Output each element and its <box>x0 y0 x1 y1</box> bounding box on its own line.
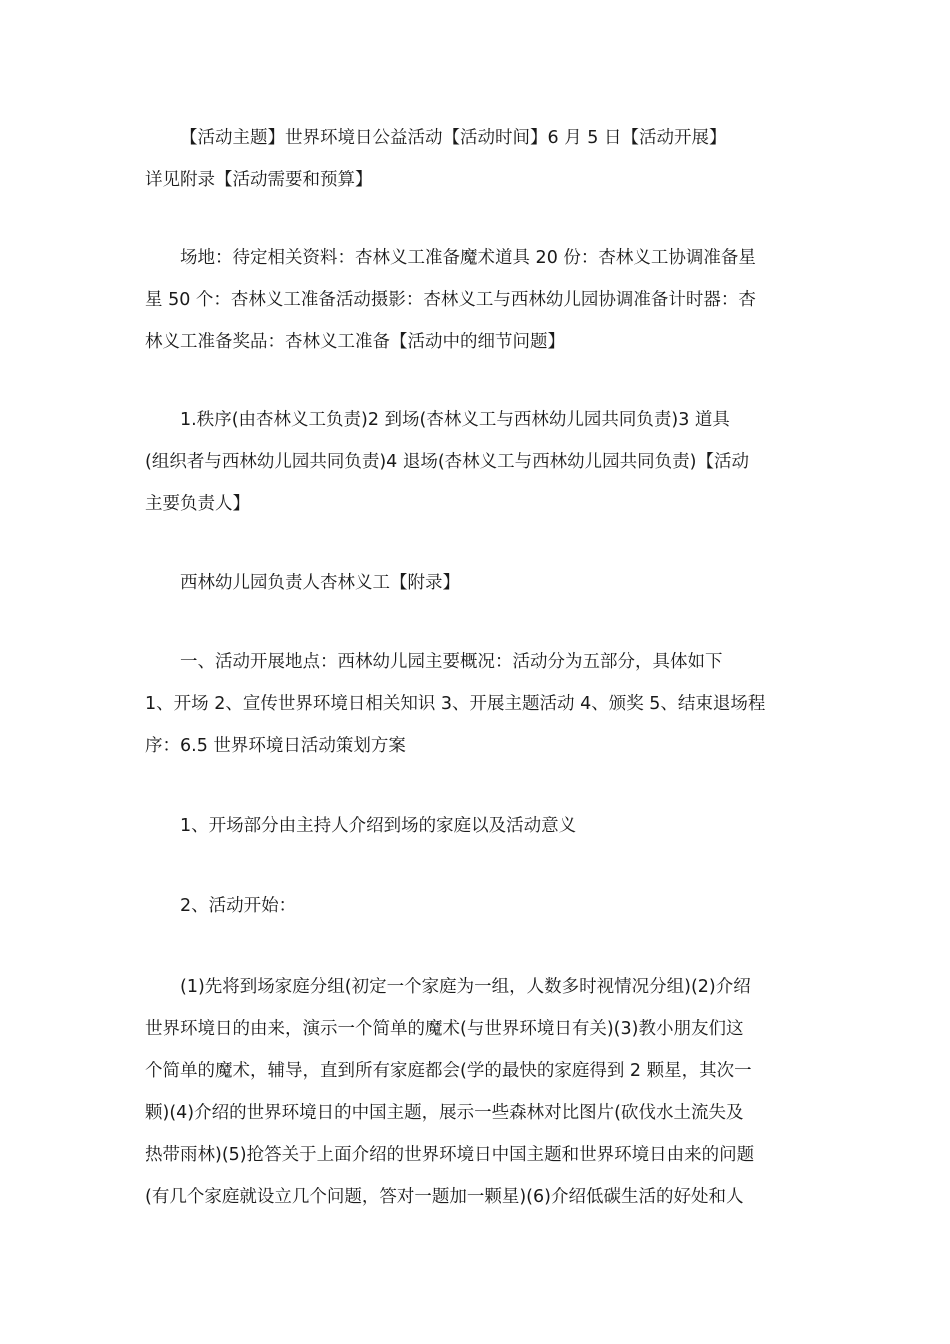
text-line: 2、活动开始： <box>180 896 297 916</box>
text-line: (1)先将到场家庭分组(初定一个家庭为一组，人数多时视情况分组)(2)介绍 <box>180 977 751 997</box>
text-line: 星 50 个：杏林义工准备活动摄影：杏林义工与西林幼儿园协调准备计时器：杏 <box>145 290 756 310</box>
paragraph-responsible-person <box>145 562 805 604</box>
text-line: 详见附录【活动需要和预算】 <box>145 170 373 190</box>
paragraph-activity-location <box>145 641 805 767</box>
text-line: 场地：待定相关资料：杏林义工准备魔术道具 20 份：杏林义工协调准备星 <box>180 248 756 268</box>
text-line: 颗)(4)介绍的世界环境日的中国主题，展示一些森林对比图片(砍伐水土流失及 <box>145 1103 744 1123</box>
text-line: 西林幼儿园负责人杏林义工【附录】 <box>180 573 460 593</box>
paragraph-opening <box>145 805 805 847</box>
text-line: 世界环境日的由来，演示一个简单的魔术(与世界环境日有关)(3)教小朋友们这 <box>145 1019 744 1039</box>
paragraph-activity-theme <box>145 117 805 201</box>
text-line: 一、活动开展地点：西林幼儿园主要概况：活动分为五部分，具体如下 <box>180 652 723 672</box>
paragraph-detail-issues <box>145 399 805 525</box>
text-line: 1、开场部分由主持人介绍到场的家庭以及活动意义 <box>180 816 577 836</box>
text-line: 主要负责人】 <box>145 494 250 514</box>
text-line: (组织者与西林幼儿园共同负责)4 退场(杏林义工与西林幼儿园共同负责)【活动 <box>145 452 750 472</box>
text-line: 林义工准备奖品：杏林义工准备【活动中的细节问题】 <box>145 332 565 352</box>
paragraph-activity-steps <box>145 966 805 1218</box>
paragraph-venue-materials <box>145 237 805 363</box>
text-line: 【活动主题】世界环境日公益活动【活动时间】6 月 5 日【活动开展】 <box>180 128 727 148</box>
text-line: 序：6.5 世界环境日活动策划方案 <box>145 736 406 756</box>
text-line: 1.秩序(由杏林义工负责)2 到场(杏林义工与西林幼儿园共同负责)3 道具 <box>180 410 730 430</box>
text-line: 1、开场 2、宣传世界环境日相关知识 3、开展主题活动 4、颁奖 5、结束退场程 <box>145 694 766 714</box>
text-line: 热带雨林)(5)抢答关于上面介绍的世界环境日中国主题和世界环境日由来的问题 <box>145 1145 755 1165</box>
paragraph-activity-start <box>145 885 805 927</box>
text-line: (有几个家庭就设立几个问题，答对一题加一颗星)(6)介绍低碳生活的好处和人 <box>145 1187 744 1207</box>
text-line: 个简单的魔术，辅导，直到所有家庭都会(学的最快的家庭得到 2 颗星，其次一 <box>145 1061 752 1081</box>
